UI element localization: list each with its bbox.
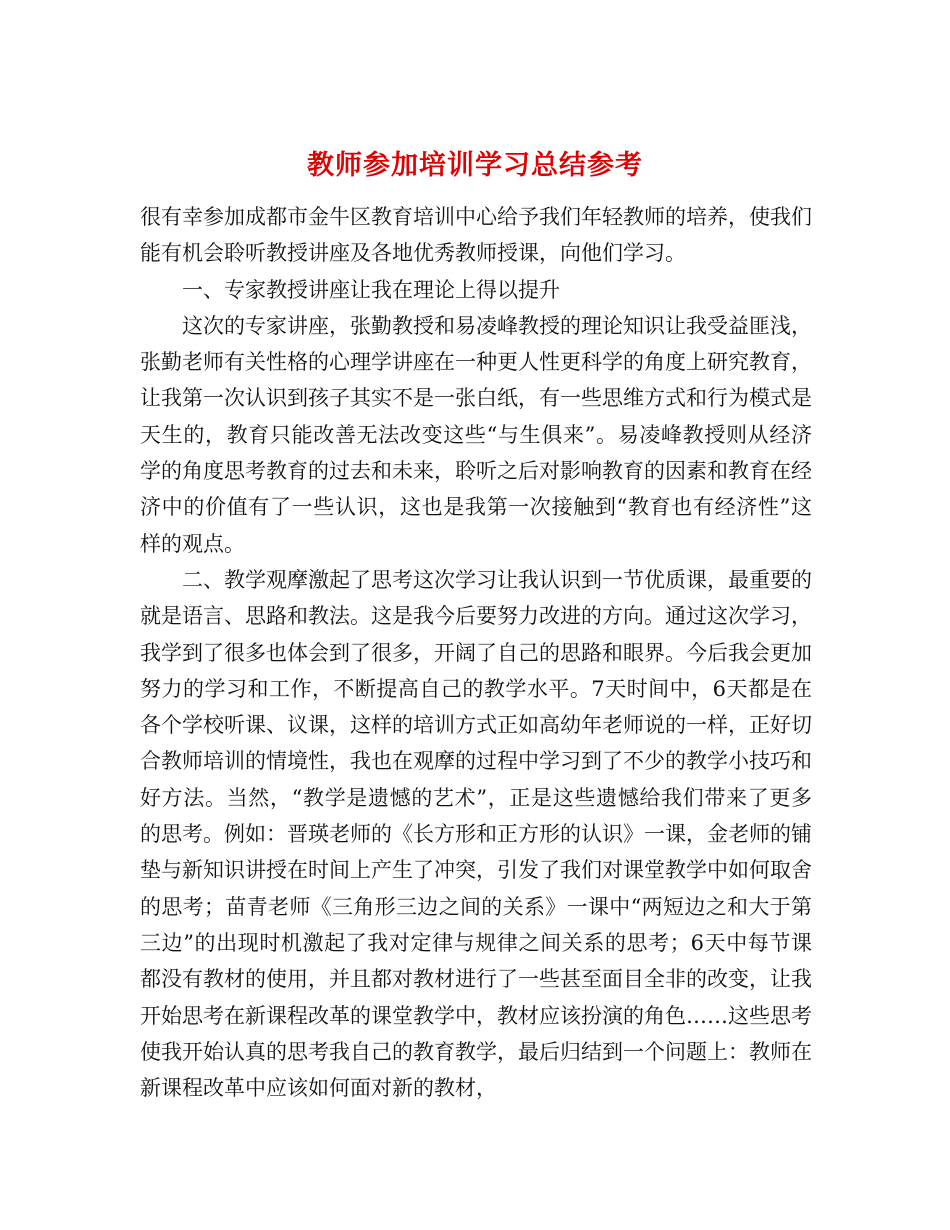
- paragraph-section-2: 二、教学观摩激起了思考这次学习让我认识到一节优质课，最重要的就是语言、思路和教法。这是我今后要努力改进的方向。通过这次学习，我学到了很多也体会到了很多，开阔了自己的思路和眼界。今后我会更加努力的学习和工作，不断提高自己的教学水平。7天时间中，6天都是在各个学校听课、议课，这样的培训方式正如高幼年老师说的一样，正好切合教师培训的情境性，我也在观摩的过程中学习到了不少的教学小技巧和好方法。当然，“教学是遗憾的艺术”，正是这些遗憾给我们带来了更多的思考。例如：晋瑛老师的《长方形和正方形的认识》一课，金老师的铺垫与新知识讲授在时间上产生了冲突，引发了我们对课堂教学中如何取舍的思考；苗青老师《三角形三边之间的关系》一课中“两短边之和大于第三边”的出现时机激起了我对定律与规律之间关系的思考；6天中每节课都没有教材的使用，并且都对教材进行了一些甚至面目全非的改变，让我开始思考在新课程改革的课堂教学中，教材应该扮演的角色……这些思考使我开始认真的思考我自己的教育教学，最后归结到一个问题上：教师在新课程改革中应该如何面对新的教材，: [140, 567, 812, 1101]
- paragraph-section-1: 这次的专家讲座，张勤教授和易凌峰教授的理论知识让我受益匪浅，张勤老师有关性格的心理学讲座在一种更人性更科学的角度上研究教育，让我第一次认识到孩子其实不是一张白纸，有一些思维方式和行为模式是天生的，教育只能改善无法改变这些“与生俱来”。易凌峰教授则从经济学的角度思考教育的过去和未来，聆听之后对影响教育的因素和教育在经济中的价值有了一些认识，这也是我第一次接触到“教育也有经济性”这样的观点。: [140, 313, 812, 556]
- document-body: [140, 199, 812, 1106]
- document-title: 教师参加培训学习总结参考: [307, 150, 643, 182]
- paragraph-intro: 很有幸参加成都市金牛区教育培训中心给予我们年轻教师的培养，使我们能有机会聆听教授讲座及各地优秀教师授课，向他们学习。: [140, 205, 812, 266]
- section-heading-1: 一、专家教授讲座让我在理论上得以提升: [182, 277, 560, 302]
